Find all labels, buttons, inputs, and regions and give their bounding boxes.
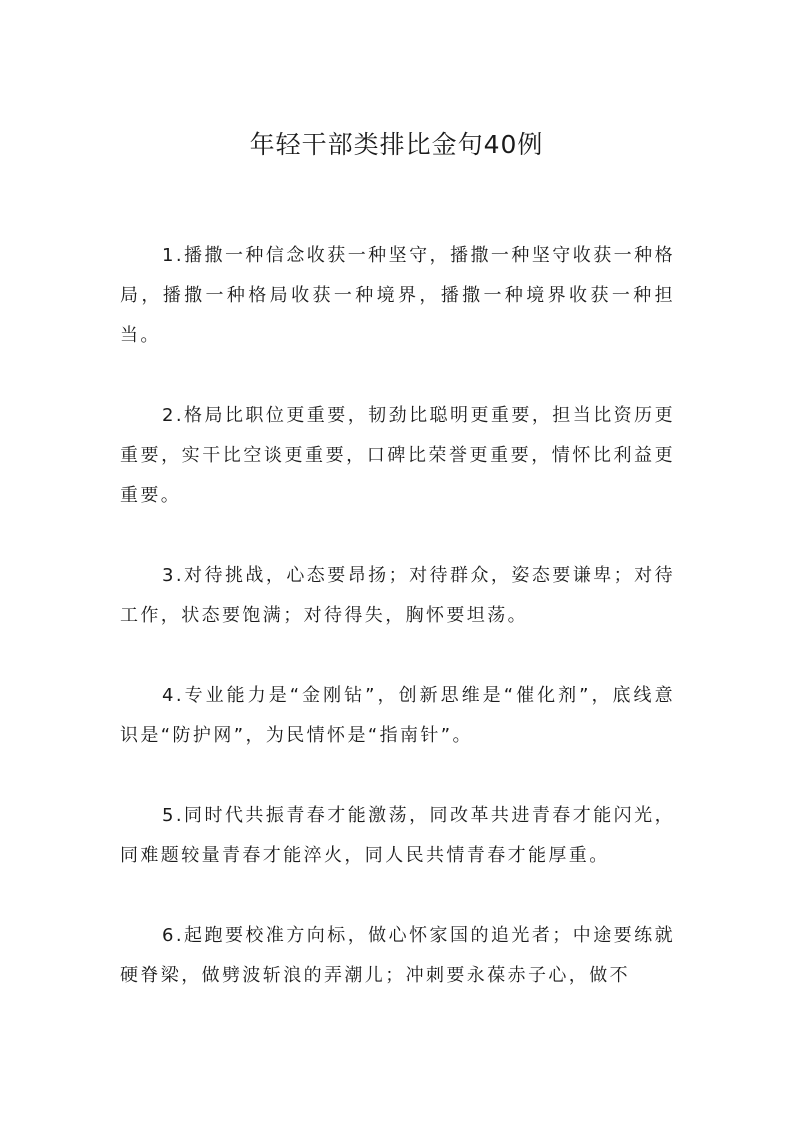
paragraph-4: 4.专业能力是“金刚钻”，创新思维是“催化剂”，底线意识是“防护网”，为民情怀是“指南针”。 — [120, 685, 675, 746]
document-title: 年轻干部类排比金句40例 — [249, 130, 544, 159]
paragraph-5: 5.同时代共振青春才能激荡，同改革共进青春才能闪光，同难题较量青春才能淬火，同人民共情青春才能厚重。 — [120, 805, 675, 866]
document-body — [120, 236, 675, 1036]
paragraph-3: 3.对待挑战，心态要昂扬；对待群众，姿态要谦卑；对待工作，状态要饱满；对待得失，胸怀要坦荡。 — [120, 565, 675, 626]
paragraph-6: 6.起跑要校准方向标，做心怀家国的追光者；中途要练就硬脊梁，做劈波斩浪的弄潮儿；冲刺要永葆赤子心，做不 — [120, 925, 675, 986]
paragraph-2: 2.格局比职位更重要，韧劲比聪明更重要，担当比资历更重要，实干比空谈更重要，口碑比荣誉更重要，情怀比利益更重要。 — [120, 405, 675, 506]
paragraph-1: 1.播撒一种信念收获一种坚守，播撒一种坚守收获一种格局，播撒一种格局收获一种境界，播撒一种境界收获一种担当。 — [120, 245, 675, 346]
